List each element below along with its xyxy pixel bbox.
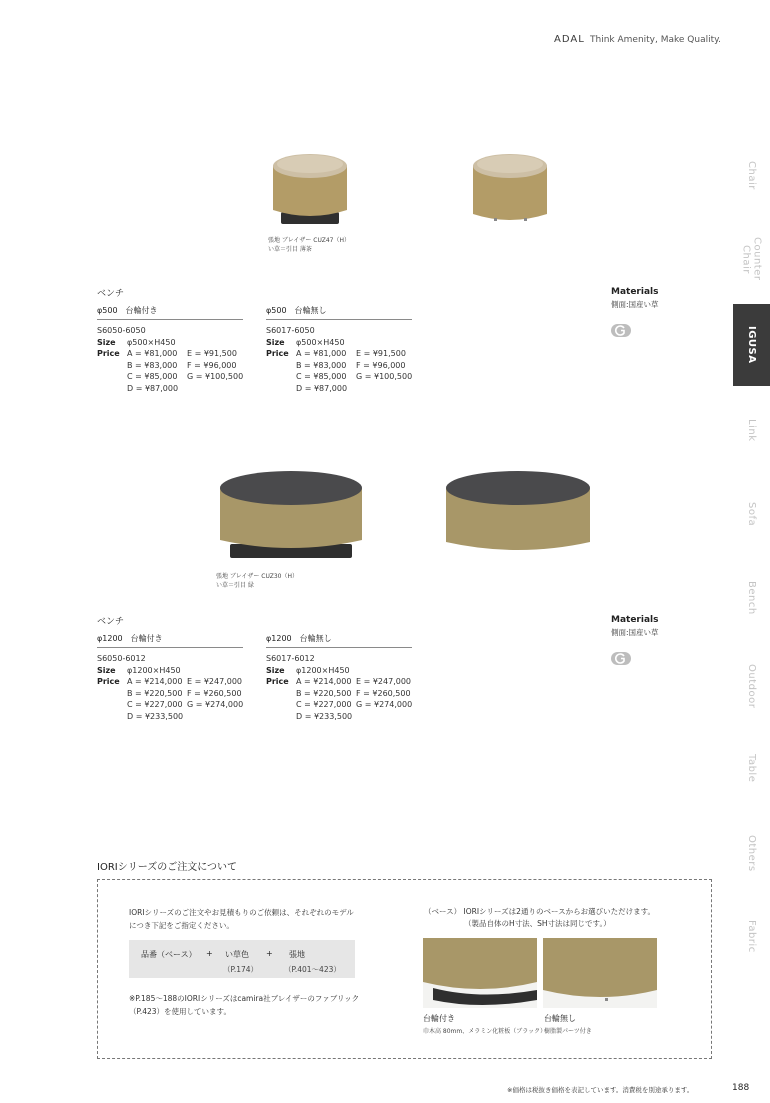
side-tab-label: Chair [746, 160, 757, 190]
materials-text: 側面:国産い草 [611, 300, 659, 309]
price-d: D = ¥233,500 [296, 711, 353, 721]
stool-with-plinth-image [268, 146, 352, 230]
order-intro-line: IORIシリーズのご注文やお見積もりのご依頼は、それぞれのモデル [129, 908, 354, 917]
green-mark-icon [611, 652, 631, 665]
spec-heading: φ500 台輪付き [97, 305, 243, 320]
bench-without-plinth-image [543, 938, 657, 1008]
bench-with-plinth-image [423, 938, 537, 1008]
price-e: E = ¥247,000 [356, 677, 412, 686]
price-g: G = ¥100,500 [187, 372, 244, 381]
side-tab-bench[interactable] [733, 576, 770, 620]
caption-line: い草＝引目 緑 [216, 582, 254, 589]
photo1-caption: 台輪付き [423, 1014, 455, 1023]
spec-heading: φ1200 台輪無し [266, 633, 412, 648]
price-c: C = ¥85,000 [296, 372, 347, 381]
price-label: Price [266, 349, 289, 358]
product2-spec-col1 [97, 633, 243, 722]
price-label: Price [97, 677, 120, 686]
side-tab-igusa[interactable] [733, 304, 770, 386]
price-f: F = ¥96,000 [187, 360, 237, 370]
side-tab-label: IGUSA [746, 326, 757, 364]
product1-materials [611, 287, 659, 341]
price-e: E = ¥91,500 [356, 349, 406, 358]
base-photo-with-plinth [423, 938, 537, 1008]
brand-tagline: Think Amenity, Make Quality. [590, 35, 722, 45]
formula-igusa-page: （P.174） [223, 965, 259, 974]
side-tab-label: Sofa [746, 501, 757, 527]
formula-fabric: 張地 [289, 950, 305, 959]
price-a: A = ¥214,000 [296, 677, 352, 686]
side-tab-table[interactable] [733, 748, 770, 788]
price-e: E = ¥91,500 [187, 349, 237, 358]
order-note [129, 992, 359, 1018]
photo1-subcaption: 巾木高 80mm、メラミン化粧板（ブラック） [423, 1028, 547, 1035]
green-mark-icon [611, 324, 631, 337]
photo2-subcaption: 樹脂製パーツ付き [544, 1028, 592, 1035]
bench-without-plinth-image [444, 468, 592, 556]
price-a: A = ¥214,000 [127, 677, 183, 686]
spec-heading: φ500 台輪無し [266, 305, 412, 320]
price-b: B = ¥83,000 [127, 360, 178, 370]
price-d: D = ¥87,000 [127, 383, 179, 393]
formula-igusa-color: い草色 [225, 950, 249, 959]
base-description [424, 906, 655, 930]
base-line: IORIシリーズは2通りのベースからお選びいただけます。 [463, 907, 655, 916]
side-tab-chair[interactable] [733, 150, 770, 200]
price-c: C = ¥85,000 [127, 372, 178, 381]
formula-base: 品番（ベース） [141, 950, 197, 959]
materials-title: Materials [611, 287, 659, 297]
spec-heading: φ1200 台輪付き [97, 633, 243, 648]
size-value: φ1200×H450 [127, 665, 181, 675]
base-photo-without-plinth [543, 938, 657, 1008]
price-b: B = ¥220,500 [127, 688, 183, 698]
side-tab-label: Others [746, 834, 757, 872]
product1-title: ベンチ [97, 289, 125, 299]
order-intro [129, 906, 354, 932]
side-tab-counter-chair[interactable] [733, 230, 770, 288]
caption-line: い草＝引目 薄茶 [268, 246, 312, 253]
materials-text: 側面:国産い草 [611, 628, 659, 637]
price-e: E = ¥247,000 [187, 677, 243, 686]
price-c: C = ¥227,000 [296, 700, 352, 709]
price-f: F = ¥96,000 [356, 360, 406, 370]
product-code: S6050-6012 [97, 654, 146, 663]
price-a: A = ¥81,000 [296, 349, 347, 358]
page-number: 188 [732, 1083, 750, 1093]
base-label: （ベース） [424, 907, 462, 916]
product1-caption [268, 236, 350, 254]
side-tab-label: Outdoor [746, 663, 757, 709]
materials-title: Materials [611, 615, 659, 625]
price-g: G = ¥274,000 [356, 700, 413, 709]
product-code: S6017-6012 [266, 654, 315, 663]
side-tab-label: Link [746, 418, 757, 442]
price-g: G = ¥274,000 [187, 700, 244, 709]
price-footnote: ※価格は税抜き価格を表記しています。消費税を別途承ります。 [507, 1086, 694, 1094]
side-tab-label: Fabric [746, 919, 757, 953]
order-formula [129, 940, 355, 978]
side-tab-sofa[interactable] [733, 495, 770, 533]
price-a: A = ¥81,000 [127, 349, 178, 358]
price-c: C = ¥227,000 [127, 700, 183, 709]
side-tab-fabric[interactable] [733, 915, 770, 957]
caption-line: 張地 ブレイザー CUZ30（H） [216, 573, 299, 580]
formula-fabric-pages: （P.401〜423） [284, 965, 341, 974]
price-label: Price [266, 677, 289, 686]
price-b: B = ¥83,000 [296, 360, 347, 370]
product2-materials [611, 615, 659, 669]
product1-spec-col1 [97, 305, 243, 394]
side-tab-outdoor[interactable] [733, 658, 770, 714]
product2-spec-col2 [266, 633, 412, 722]
formula-plus: + [266, 949, 273, 958]
size-value: φ500×H450 [127, 337, 176, 347]
order-section-title: IORIシリーズのご注文について [97, 862, 238, 873]
price-f: F = ¥260,500 [187, 688, 242, 698]
side-tab-label: Table [746, 753, 757, 783]
formula-plus: + [206, 949, 213, 958]
side-tab-link[interactable] [733, 412, 770, 448]
product1-spec-col2 [266, 305, 412, 394]
bench-with-plinth-image [218, 468, 364, 564]
size-label: Size [266, 337, 285, 347]
price-g: G = ¥100,500 [356, 372, 413, 381]
size-value: φ500×H450 [296, 337, 345, 347]
product-code: S6050-6050 [97, 326, 146, 335]
base-line: （製品自体のH寸法、SH寸法は同じです。） [464, 919, 611, 928]
product2-title: ベンチ [97, 617, 125, 627]
brand-name: ADAL [554, 34, 585, 45]
order-note-line: （P.423）を使用しています。 [129, 1007, 231, 1016]
size-label: Size [266, 665, 285, 675]
product-code: S6017-6050 [266, 326, 315, 335]
stool-without-plinth-image [470, 146, 550, 224]
size-value: φ1200×H450 [296, 665, 350, 675]
price-b: B = ¥220,500 [296, 688, 352, 698]
order-intro-line: につき下記をご指定ください。 [129, 921, 234, 930]
caption-line: 張地 ブレイザー CUZ47（H） [268, 237, 351, 244]
product2-caption [216, 572, 298, 590]
order-note-line: ※P.185〜188のIORIシリーズはcamira社ブレイザーのファブリック [129, 994, 360, 1003]
price-f: F = ¥260,500 [356, 688, 411, 698]
price-d: D = ¥233,500 [127, 711, 184, 721]
size-label: Size [97, 665, 116, 675]
side-tab-others[interactable] [733, 830, 770, 876]
side-tab-label: Counter Chair [740, 237, 763, 281]
size-label: Size [97, 337, 116, 347]
price-d: D = ¥87,000 [296, 383, 348, 393]
side-tab-label: Bench [746, 581, 757, 615]
price-label: Price [97, 349, 120, 358]
photo2-caption: 台輪無し [544, 1014, 576, 1023]
